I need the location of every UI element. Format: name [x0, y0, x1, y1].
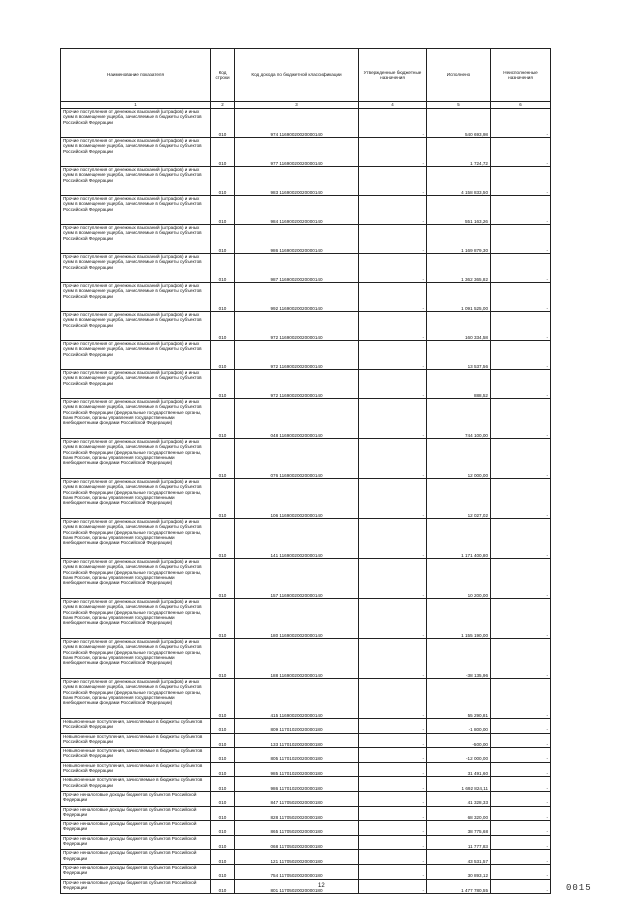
approved-cell: -	[359, 341, 427, 370]
indicator-name-cell: Прочие поступления от денежных взысканий (штрафов) и иных сумм в возмещение ущерба, зачисляемые в бюджеты субъектов Российской Федерации	[61, 254, 211, 283]
executed-cell: 12 000,00	[427, 439, 491, 479]
table-row	[61, 283, 551, 312]
unexecuted-cell: -	[491, 225, 551, 254]
budget-code-cell: 992 11690020020000140	[235, 283, 359, 312]
approved-cell: -	[359, 679, 427, 719]
indicator-name-cell: Прочие поступления от денежных взысканий (штрафов) и иных сумм в возмещение ущерба, зачисляемые в бюджеты субъектов Российской Федерации	[61, 341, 211, 370]
unexecuted-cell: -	[491, 733, 551, 748]
indicator-name-cell: Прочие поступления от денежных взысканий (штрафов) и иных сумм в возмещение ущерба, зачисляемые в бюджеты субъектов Российской Федерации (федеральные государственные органы, Банк России, органы управления государственными внебюджетными фондами Российской Федерации)	[61, 519, 211, 559]
unexecuted-cell: -	[491, 138, 551, 167]
approved-cell: -	[359, 283, 427, 312]
budget-code-cell: 972 11690020020000140	[235, 312, 359, 341]
unexecuted-cell: -	[491, 559, 551, 599]
executed-cell: 11 777,83	[427, 835, 491, 850]
column-number-row	[61, 102, 551, 109]
budget-code-cell: 415 11690020020000140	[235, 679, 359, 719]
table-row	[61, 835, 551, 850]
approved-cell: -	[359, 864, 427, 879]
budget-code-cell: 754 11705020020000180	[235, 864, 359, 879]
table-row	[61, 748, 551, 763]
table-row	[61, 733, 551, 748]
unexecuted-cell: -	[491, 762, 551, 777]
budget-code-cell: 977 11690020020000140	[235, 138, 359, 167]
indicator-name-cell: Прочие поступления от денежных взысканий (штрафов) и иных сумм в возмещение ущерба, зачисляемые в бюджеты субъектов Российской Федерации	[61, 312, 211, 341]
unexecuted-cell: -	[491, 791, 551, 806]
budget-code-cell: 987 11690020020000140	[235, 254, 359, 283]
header-approved: Утвержденные бюджетные назначения	[359, 49, 427, 102]
budget-code-cell: 133 11701020020000180	[235, 733, 359, 748]
column-number: 1	[61, 102, 211, 109]
line-code-cell: 010	[211, 519, 235, 559]
unexecuted-cell: -	[491, 835, 551, 850]
table-row	[61, 519, 551, 559]
approved-cell: -	[359, 791, 427, 806]
table-header-row	[61, 49, 551, 102]
executed-cell: 888,52	[427, 370, 491, 399]
table-row	[61, 370, 551, 399]
unexecuted-cell: -	[491, 599, 551, 639]
unexecuted-cell: -	[491, 341, 551, 370]
line-code-cell: 010	[211, 138, 235, 167]
approved-cell: -	[359, 479, 427, 519]
indicator-name-cell: Прочие неналоговые доходы бюджетов субъектов Российской Федерации	[61, 791, 211, 806]
page-stamp: 0015	[566, 883, 592, 893]
budget-code-cell: 847 11705020020000180	[235, 791, 359, 806]
executed-cell: 55 290,81	[427, 679, 491, 719]
indicator-name-cell: Прочие поступления от денежных взысканий (штрафов) и иных сумм в возмещение ущерба, зачисляемые в бюджеты субъектов Российской Федерации	[61, 138, 211, 167]
budget-code-cell: 809 11701020020000180	[235, 719, 359, 734]
indicator-name-cell: Невыясненные поступления, зачисляемые в бюджеты субъектов Российской Федерации	[61, 777, 211, 792]
approved-cell: -	[359, 719, 427, 734]
unexecuted-cell: -	[491, 439, 551, 479]
table-row	[61, 399, 551, 439]
indicator-name-cell: Прочие поступления от денежных взысканий (штрафов) и иных сумм в возмещение ущерба, зачисляемые в бюджеты субъектов Российской Федерации	[61, 196, 211, 225]
table-row	[61, 138, 551, 167]
budget-code-cell: 865 11705020020000180	[235, 821, 359, 836]
indicator-name-cell: Прочие поступления от денежных взысканий (штрафов) и иных сумм в возмещение ущерба, зачисляемые в бюджеты субъектов Российской Федерации (федеральные государственные органы, Банк России, органы управления государственными внебюджетными фондами Российской Федерации)	[61, 479, 211, 519]
table-row	[61, 762, 551, 777]
executed-cell: 1 171 400,80	[427, 519, 491, 559]
unexecuted-cell: -	[491, 196, 551, 225]
unexecuted-cell: -	[491, 519, 551, 559]
budget-code-cell: 048 11690020020000140	[235, 399, 359, 439]
indicator-name-cell: Прочие поступления от денежных взысканий (штрафов) и иных сумм в возмещение ущерба, зачисляемые в бюджеты субъектов Российской Федерации	[61, 167, 211, 196]
table-row	[61, 196, 551, 225]
column-number: 3	[235, 102, 359, 109]
line-code-cell: 010	[211, 196, 235, 225]
executed-cell: 4 158 833,50	[427, 167, 491, 196]
line-code-cell: 010	[211, 835, 235, 850]
executed-cell: 744 100,00	[427, 399, 491, 439]
approved-cell: -	[359, 850, 427, 865]
budget-code-cell: 985 11701020020000180	[235, 762, 359, 777]
executed-cell: 41 328,33	[427, 791, 491, 806]
approved-cell: -	[359, 777, 427, 792]
revenue-table	[60, 48, 551, 894]
executed-cell: 540 693,98	[427, 109, 491, 138]
table-body	[61, 109, 551, 894]
table-row	[61, 777, 551, 792]
unexecuted-cell: -	[491, 806, 551, 821]
budget-code-cell: 068 11705020020000180	[235, 835, 359, 850]
budget-code-cell: 180 11690020020000140	[235, 599, 359, 639]
executed-cell: 43 531,57	[427, 850, 491, 865]
unexecuted-cell: -	[491, 399, 551, 439]
executed-cell: 31 491,60	[427, 762, 491, 777]
approved-cell: -	[359, 312, 427, 341]
table-row	[61, 879, 551, 894]
approved-cell: -	[359, 109, 427, 138]
approved-cell: -	[359, 196, 427, 225]
executed-cell: 1 362 365,82	[427, 254, 491, 283]
approved-cell: -	[359, 167, 427, 196]
indicator-name-cell: Прочие неналоговые доходы бюджетов субъектов Российской Федерации	[61, 864, 211, 879]
executed-cell: 1 155 190,00	[427, 599, 491, 639]
table-row	[61, 109, 551, 138]
header-executed: Исполнено	[427, 49, 491, 102]
unexecuted-cell: -	[491, 777, 551, 792]
indicator-name-cell: Прочие поступления от денежных взысканий (штрафов) и иных сумм в возмещение ущерба, зачисляемые в бюджеты субъектов Российской Федерации	[61, 283, 211, 312]
header-line-code: Код строки	[211, 49, 235, 102]
indicator-name-cell: Невыясненные поступления, зачисляемые в бюджеты субъектов Российской Федерации	[61, 719, 211, 734]
line-code-cell: 010	[211, 559, 235, 599]
table-row	[61, 341, 551, 370]
executed-cell: 1 091 525,00	[427, 283, 491, 312]
table-row	[61, 639, 551, 679]
line-code-cell: 010	[211, 479, 235, 519]
unexecuted-cell: -	[491, 821, 551, 836]
line-code-cell: 010	[211, 733, 235, 748]
executed-cell: 30 893,12	[427, 864, 491, 879]
approved-cell: -	[359, 879, 427, 894]
table-row	[61, 439, 551, 479]
approved-cell: -	[359, 439, 427, 479]
approved-cell: -	[359, 821, 427, 836]
approved-cell: -	[359, 370, 427, 399]
budget-code-cell: 986 11701020020000180	[235, 777, 359, 792]
approved-cell: -	[359, 559, 427, 599]
indicator-name-cell: Прочие поступления от денежных взысканий (штрафов) и иных сумм в возмещение ущерба, зачисляемые в бюджеты субъектов Российской Федерации (федеральные государственные органы, Банк России, органы управления государственными внебюджетными фондами Российской Федерации)	[61, 439, 211, 479]
unexecuted-cell: -	[491, 864, 551, 879]
table-row	[61, 679, 551, 719]
executed-cell: 1 692 824,11	[427, 777, 491, 792]
line-code-cell: 010	[211, 439, 235, 479]
line-code-cell: 010	[211, 748, 235, 763]
executed-cell: -1 800,00	[427, 719, 491, 734]
column-number: 2	[211, 102, 235, 109]
indicator-name-cell: Невыясненные поступления, зачисляемые в бюджеты субъектов Российской Федерации	[61, 733, 211, 748]
header-indicator-name: Наименование показателя	[61, 49, 211, 102]
approved-cell: -	[359, 762, 427, 777]
line-code-cell: 010	[211, 167, 235, 196]
budget-code-cell: 121 11705020020000180	[235, 850, 359, 865]
executed-cell: 551 163,26	[427, 196, 491, 225]
budget-code-cell: 157 11690020020000140	[235, 559, 359, 599]
indicator-name-cell: Прочие неналоговые доходы бюджетов субъектов Российской Федерации	[61, 835, 211, 850]
unexecuted-cell: -	[491, 719, 551, 734]
executed-cell: 1 169 879,30	[427, 225, 491, 254]
indicator-name-cell: Прочие поступления от денежных взысканий (штрафов) и иных сумм в возмещение ущерба, зачисляемые в бюджеты субъектов Российской Федерации (федеральные государственные органы, Банк России, органы управления государственными внебюджетными фондами Российской Федерации)	[61, 599, 211, 639]
table-row	[61, 821, 551, 836]
page-number: 12	[318, 883, 325, 889]
unexecuted-cell: -	[491, 679, 551, 719]
executed-cell: 160 334,58	[427, 312, 491, 341]
line-code-cell: 010	[211, 370, 235, 399]
unexecuted-cell: -	[491, 879, 551, 894]
column-number: 6	[491, 102, 551, 109]
line-code-cell: 010	[211, 225, 235, 254]
approved-cell: -	[359, 225, 427, 254]
table-row	[61, 479, 551, 519]
table-row	[61, 806, 551, 821]
indicator-name-cell: Невыясненные поступления, зачисляемые в бюджеты субъектов Российской Федерации	[61, 762, 211, 777]
table-row	[61, 719, 551, 734]
executed-cell: 12 027,02	[427, 479, 491, 519]
budget-code-cell: 188 11690020020000140	[235, 639, 359, 679]
approved-cell: -	[359, 138, 427, 167]
indicator-name-cell: Прочие поступления от денежных взысканий (штрафов) и иных сумм в возмещение ущерба, зачисляемые в бюджеты субъектов Российской Федерации (федеральные государственные органы, Банк России, органы управления государственными внебюджетными фондами Российской Федерации)	[61, 639, 211, 679]
executed-cell: 1 477 780,55	[427, 879, 491, 894]
budget-code-cell: 986 11690020020000140	[235, 225, 359, 254]
budget-code-cell: 141 11690020020000140	[235, 519, 359, 559]
table-row	[61, 254, 551, 283]
line-code-cell: 010	[211, 254, 235, 283]
budget-code-cell: 984 11690020020000140	[235, 196, 359, 225]
approved-cell: -	[359, 748, 427, 763]
budget-code-cell: 828 11705020020000180	[235, 806, 359, 821]
column-number: 4	[359, 102, 427, 109]
unexecuted-cell: -	[491, 850, 551, 865]
indicator-name-cell: Невыясненные поступления, зачисляемые в бюджеты субъектов Российской Федерации	[61, 748, 211, 763]
line-code-cell: 010	[211, 109, 235, 138]
approved-cell: -	[359, 733, 427, 748]
executed-cell: -38 135,96	[427, 639, 491, 679]
budget-code-cell: 805 11701020020000180	[235, 748, 359, 763]
approved-cell: -	[359, 806, 427, 821]
line-code-cell: 010	[211, 341, 235, 370]
header-budget-code: Код дохода по бюджетной классификации	[235, 49, 359, 102]
table-row	[61, 559, 551, 599]
approved-cell: -	[359, 399, 427, 439]
table-row	[61, 225, 551, 254]
unexecuted-cell: -	[491, 370, 551, 399]
line-code-cell: 010	[211, 864, 235, 879]
executed-cell: -12 000,00	[427, 748, 491, 763]
line-code-cell: 010	[211, 762, 235, 777]
approved-cell: -	[359, 254, 427, 283]
budget-code-cell: 983 11690020020000140	[235, 167, 359, 196]
budget-code-cell: 972 11690020020000140	[235, 341, 359, 370]
table-row	[61, 864, 551, 879]
line-code-cell: 010	[211, 639, 235, 679]
indicator-name-cell: Прочие неналоговые доходы бюджетов субъектов Российской Федерации	[61, 879, 211, 894]
budget-code-cell: 974 11690020020000140	[235, 109, 359, 138]
approved-cell: -	[359, 835, 427, 850]
line-code-cell: 010	[211, 791, 235, 806]
executed-cell: 1 724,72	[427, 138, 491, 167]
executed-cell: 10 200,00	[427, 559, 491, 599]
unexecuted-cell: -	[491, 479, 551, 519]
indicator-name-cell: Прочие поступления от денежных взысканий (штрафов) и иных сумм в возмещение ущерба, зачисляемые в бюджеты субъектов Российской Федерации (федеральные государственные органы, Банк России, органы управления государственными внебюджетными фондами Российской Федерации)	[61, 559, 211, 599]
line-code-cell: 010	[211, 399, 235, 439]
line-code-cell: 010	[211, 806, 235, 821]
line-code-cell: 010	[211, 821, 235, 836]
budget-code-cell: 801 11705020020000180	[235, 879, 359, 894]
header-unexecuted: Неисполненные назначения	[491, 49, 551, 102]
table-row	[61, 599, 551, 639]
executed-cell: 68 320,00	[427, 806, 491, 821]
executed-cell: 13 537,56	[427, 341, 491, 370]
unexecuted-cell: -	[491, 109, 551, 138]
line-code-cell: 010	[211, 719, 235, 734]
budget-code-cell: 972 11690020020000140	[235, 370, 359, 399]
unexecuted-cell: -	[491, 254, 551, 283]
line-code-cell: 010	[211, 777, 235, 792]
indicator-name-cell: Прочие неналоговые доходы бюджетов субъектов Российской Федерации	[61, 850, 211, 865]
unexecuted-cell: -	[491, 167, 551, 196]
column-number: 5	[427, 102, 491, 109]
executed-cell: 38 775,68	[427, 821, 491, 836]
table-row	[61, 850, 551, 865]
unexecuted-cell: -	[491, 639, 551, 679]
line-code-cell: 010	[211, 599, 235, 639]
indicator-name-cell: Прочие поступления от денежных взысканий (штрафов) и иных сумм в возмещение ущерба, зачисляемые в бюджеты субъектов Российской Федерации (федеральные государственные органы, Банк России, органы управления государственными внебюджетными фондами Российской Федерации)	[61, 399, 211, 439]
indicator-name-cell: Прочие поступления от денежных взысканий (штрафов) и иных сумм в возмещение ущерба, зачисляемые в бюджеты субъектов Российской Федерации	[61, 370, 211, 399]
line-code-cell: 010	[211, 850, 235, 865]
budget-code-cell: 106 11690020020000140	[235, 479, 359, 519]
approved-cell: -	[359, 639, 427, 679]
unexecuted-cell: -	[491, 312, 551, 341]
indicator-name-cell: Прочие поступления от денежных взысканий (штрафов) и иных сумм в возмещение ущерба, зачисляемые в бюджеты субъектов Российской Федерации	[61, 225, 211, 254]
approved-cell: -	[359, 599, 427, 639]
line-code-cell: 010	[211, 312, 235, 341]
line-code-cell: 010	[211, 283, 235, 312]
table-row	[61, 791, 551, 806]
indicator-name-cell: Прочие поступления от денежных взысканий (штрафов) и иных сумм в возмещение ущерба, зачисляемые в бюджеты субъектов Российской Федерации (федеральные государственные органы, Банк России, органы управления государственными внебюджетными фондами Российской Федерации)	[61, 679, 211, 719]
table-row	[61, 167, 551, 196]
indicator-name-cell: Прочие неналоговые доходы бюджетов субъектов Российской Федерации	[61, 806, 211, 821]
indicator-name-cell: Прочие неналоговые доходы бюджетов субъектов Российской Федерации	[61, 821, 211, 836]
approved-cell: -	[359, 519, 427, 559]
executed-cell: -500,00	[427, 733, 491, 748]
unexecuted-cell: -	[491, 283, 551, 312]
table-row	[61, 312, 551, 341]
indicator-name-cell: Прочие поступления от денежных взысканий (штрафов) и иных сумм в возмещение ущерба, зачисляемые в бюджеты субъектов Российской Федерации	[61, 109, 211, 138]
budget-code-cell: 076 11690020020000140	[235, 439, 359, 479]
line-code-cell: 010	[211, 879, 235, 894]
line-code-cell: 010	[211, 679, 235, 719]
unexecuted-cell: -	[491, 748, 551, 763]
